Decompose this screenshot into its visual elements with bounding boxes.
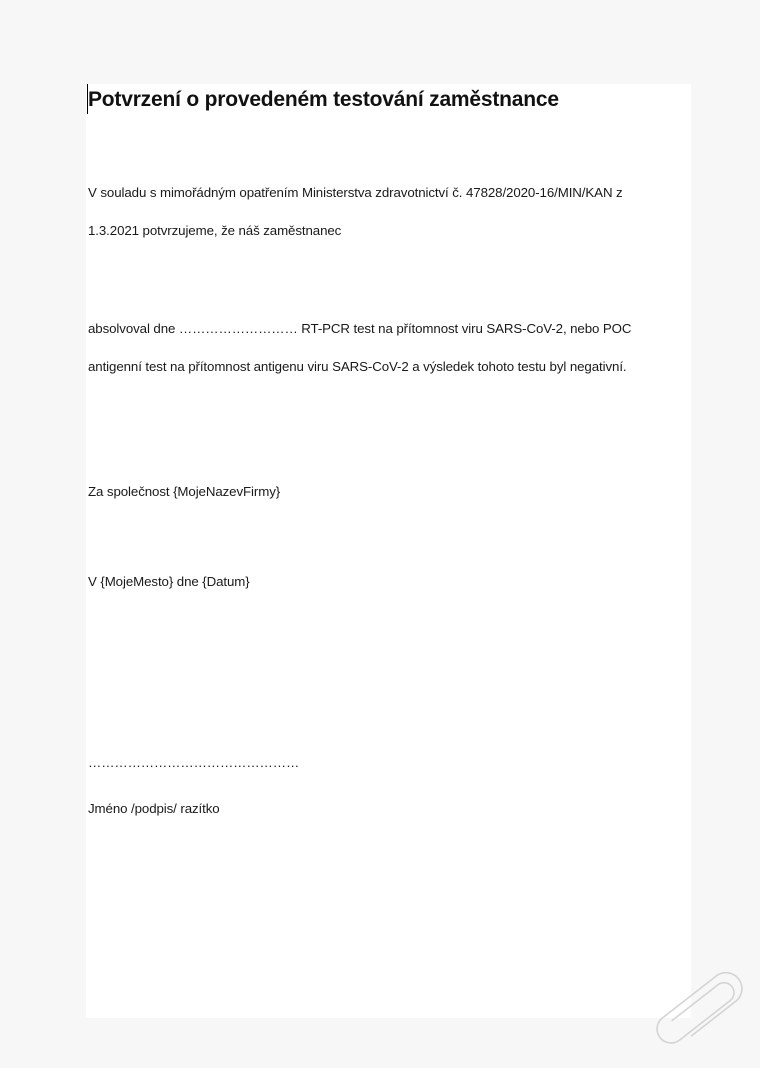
paragraph-2-line-2: antigenní test na přítomnost antigenu viru SARS-CoV-2 a výsledek tohoto testu byl negativní. xyxy=(88,359,627,374)
paragraph-2-line-1: absolvoval dne ……………………… RT-PCR test na přítomnost viru SARS-CoV-2, nebo POC xyxy=(88,321,632,336)
signature-label: Jméno /podpis/ razítko xyxy=(88,801,220,816)
paragraph-1-line-1: V souladu s mimořádným opatřením Ministerstva zdravotnictví č. 47828/2020-16/MIN/KAN z xyxy=(88,185,623,200)
paperclip-icon xyxy=(648,968,752,1060)
paragraph-1-line-2: 1.3.2021 potvrzujeme, že náš zaměstnanec xyxy=(88,223,342,238)
signature-dots: ………………………………………… xyxy=(88,755,300,770)
place-date-line: V {MojeMesto} dne {Datum} xyxy=(88,574,250,589)
company-line: Za společnost {MojeNazevFirmy} xyxy=(88,484,281,499)
document-title: Potvrzení o provedeném testování zaměstnance xyxy=(88,88,559,111)
